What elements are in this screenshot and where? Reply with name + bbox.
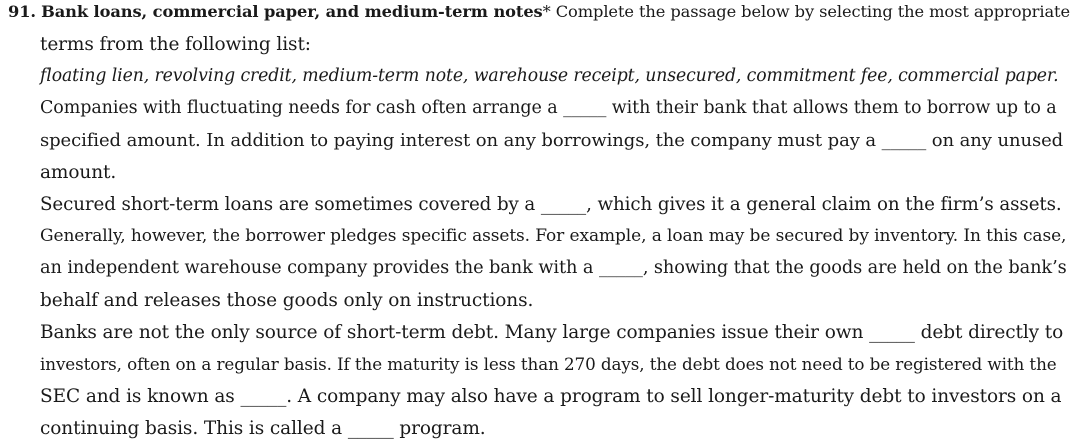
answer-blank-6[interactable]: _____ xyxy=(240,386,287,407)
instruction-continuation: terms from the following list: xyxy=(40,34,311,55)
answer-blank-3[interactable]: _____ xyxy=(540,194,587,215)
passage-line xyxy=(40,194,1062,215)
question-title: Bank loans, commercial paper, and medium-term notes xyxy=(41,2,543,21)
passage-text: , which gives it a general claim on the firm’s assets. xyxy=(586,194,1062,215)
passage-line xyxy=(40,98,1057,118)
passage-text: on any unused xyxy=(926,130,1064,151)
passage-text: Banks are not the only source of short-term debt. Many large companies issue their own xyxy=(40,322,870,343)
passage-text: SEC and is known as xyxy=(40,386,241,407)
answer-blank-7[interactable]: _____ xyxy=(347,418,394,439)
passage-text: debt directly to xyxy=(914,322,1064,343)
question-number: 91. xyxy=(8,2,36,21)
passage-text: specified amount. In addition to paying interest on any borrowings, the company must pay a xyxy=(40,130,882,151)
passage-line xyxy=(40,322,1063,343)
passage-line: amount. xyxy=(40,162,117,183)
passage-line: investors, often on a regular basis. If the maturity is less than 270 days, the debt does not need to be registered with the xyxy=(40,354,1057,374)
passage-text: Secured short-term loans are sometimes covered by a xyxy=(40,194,541,215)
passage-text: an independent warehouse company provides the bank with a xyxy=(40,258,599,278)
answer-blank-2[interactable]: _____ xyxy=(881,130,927,151)
passage-line xyxy=(40,130,1063,151)
answer-blank-4[interactable]: _____ xyxy=(598,258,643,278)
passage-text: continuing basis. This is called a xyxy=(40,418,348,439)
term-list: floating lien, revolving credit, medium-term note, warehouse receipt, unsecured, commitment fee, commercial paper. xyxy=(40,66,1059,86)
passage-text: Companies with fluctuating needs for cash often arrange a xyxy=(40,98,564,118)
answer-blank-5[interactable]: _____ xyxy=(869,322,915,343)
passage-line: Generally, however, the borrower pledges specific assets. For example, a loan may be secured by inventory. In this case, xyxy=(40,226,1067,246)
answer-blank-1[interactable]: _____ xyxy=(563,98,607,118)
instruction-text: Complete the passage below by selecting the most appropriate xyxy=(550,2,1070,21)
passage-text: . A company may also have a program to sell longer-maturity debt to investors on a xyxy=(286,386,1062,407)
passage-line xyxy=(40,418,486,439)
question-title-mark: * xyxy=(542,2,551,21)
passage-line: behalf and releases those goods only on instructions. xyxy=(40,290,534,311)
passage-text: , showing that the goods are held on the bank’s xyxy=(642,258,1067,278)
passage-line xyxy=(40,258,1067,278)
passage-text: with their bank that allows them to borrow up to a xyxy=(606,98,1057,118)
passage-text: program. xyxy=(393,418,486,439)
passage-line xyxy=(40,386,1061,407)
question-header xyxy=(8,2,1070,21)
